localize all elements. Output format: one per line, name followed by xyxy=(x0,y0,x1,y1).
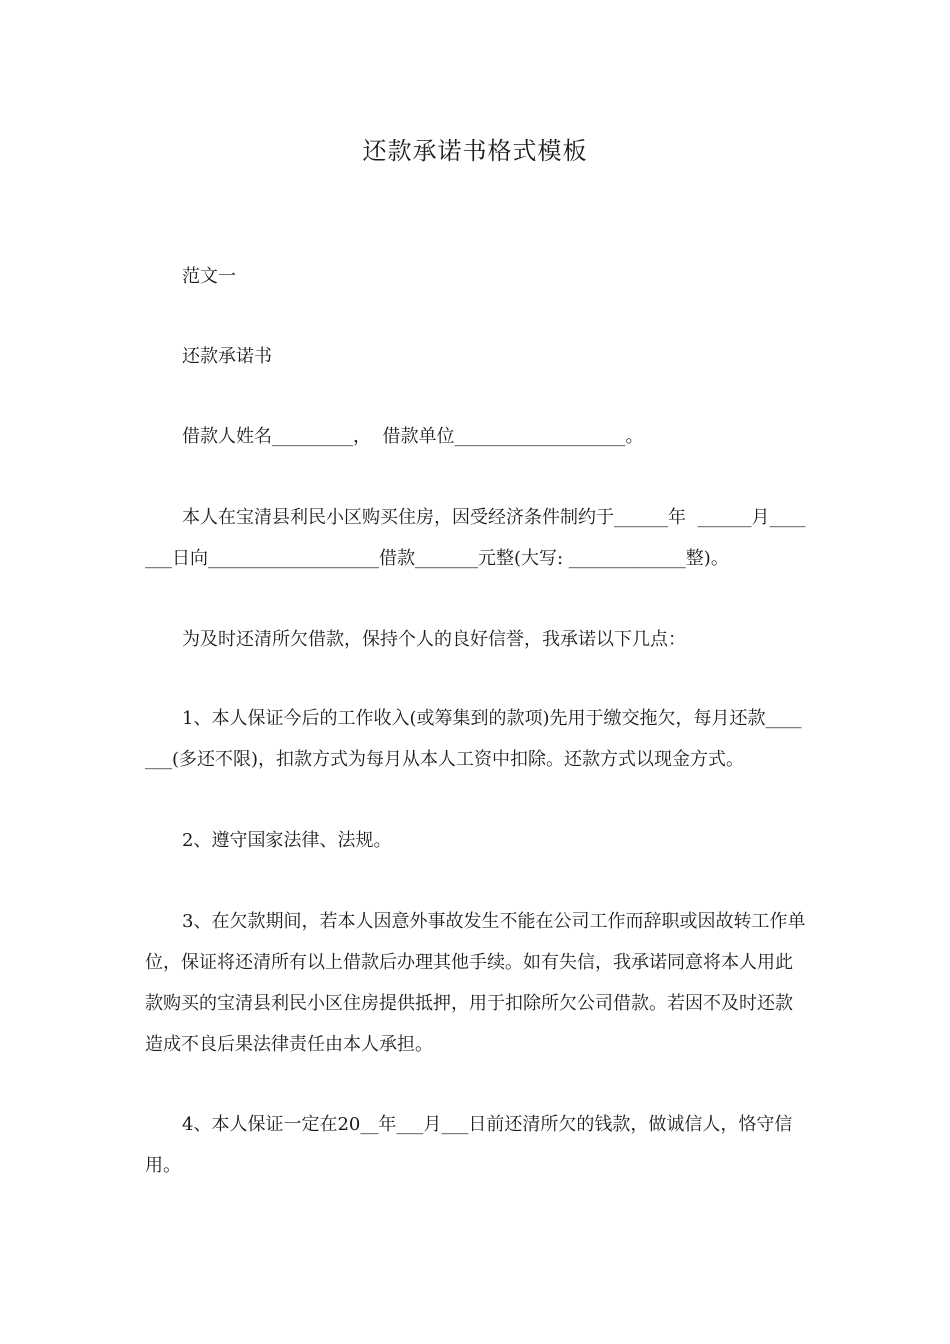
paragraph-commitment-intro: 为及时还清所欠借款，保持个人的良好信誉，我承诺以下几点： xyxy=(182,629,686,650)
paragraph-borrower-info: 借款人姓名_________， 借款单位___________________。 xyxy=(182,426,644,447)
paragraph-item-4: 4、本人保证一定在20__年___月___日前还清所欠的钱款，做诚信人，恪守信用。 xyxy=(145,1114,793,1176)
paragraph-item-3: 3、在欠款期间，若本人因意外事故发生不能在公司工作而辞职或因故转工作单位，保证将还清所有以上借款后办理其他手续。如有失信，我承诺同意将本人用此款购买的宝清县利民小区住房提供抵押，用于扣除所欠公司借款。若因不及时还款造成不良后果法律责任由本人承担。 xyxy=(145,911,806,1055)
paragraph-sample-label: 范文一 xyxy=(182,266,236,287)
paragraph-loan-details: 本人在宝清县利民小区购买住房，因受经济条件制约于______年 ______月_______日向___________________借款_______元整(大写: _____________整)。 xyxy=(145,507,806,569)
paragraph-item-1: 1、本人保证今后的工作收入(或筹集到的款项)先用于缴交拖欠，每月还款_______(多还不限)，扣款方式为每月从本人工资中扣除。还款方式以现金方式。 xyxy=(145,708,802,770)
paragraph-item-2: 2、遵守国家法律、法规。 xyxy=(182,830,392,851)
document-title: 还款承诺书格式模板 xyxy=(362,137,588,165)
paragraph-heading: 还款承诺书 xyxy=(182,346,272,367)
